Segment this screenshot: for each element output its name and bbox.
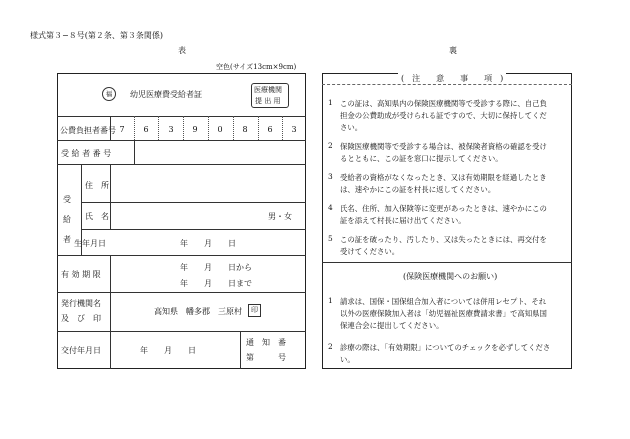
payer-digit: 6: [143, 125, 149, 134]
col-divider: [110, 164, 111, 229]
note-line: 担金の公費助成が受けられる証ですので、大切に保持してくだ: [340, 111, 547, 120]
validity-label: 有 効 期 限: [61, 270, 101, 279]
row-divider: [57, 164, 306, 165]
recipient-number-label: 受 給 者 番 号: [61, 149, 112, 158]
request-number: 1: [328, 296, 333, 305]
row-divider: [57, 255, 306, 256]
col-divider: [110, 116, 111, 140]
certificate-title: 幼児医療費受給者証: [130, 90, 202, 99]
request-line: 以外の医療保険加入者は「幼児福祉医療費請求書」で高知県国: [340, 309, 547, 318]
note-line: 証を添えて村長に届け出てください。: [340, 216, 466, 225]
address-label: 住 所: [85, 181, 109, 190]
front-side-label: 表: [178, 46, 186, 55]
payer-number-label: 公費負担者番号: [60, 126, 116, 135]
validity-from: 年 月 日から: [180, 263, 252, 272]
name-label: 氏 名: [85, 212, 109, 221]
note-number: 1: [328, 98, 333, 107]
digit-divider: [134, 116, 135, 140]
payer-digit: 7: [119, 125, 125, 134]
payer-digit: 6: [267, 125, 273, 134]
request-line: 保連合会に提出してください。: [340, 321, 444, 330]
section-divider: [322, 262, 572, 263]
issue-date-value: 年 月 日: [140, 346, 196, 355]
row-divider: [57, 292, 306, 293]
note-text: [340, 98, 582, 134]
col-divider: [240, 331, 241, 369]
note-text: [340, 172, 582, 196]
birth-date-value: 年 月 日: [180, 239, 236, 248]
digit-divider: [208, 116, 209, 140]
back-side-label: 裏: [449, 46, 457, 55]
size-note: 空色(サイズ13cm×9cm): [216, 63, 297, 71]
issuer-name: 高知県 幡多郡 三原村: [154, 307, 242, 316]
badge-line-2: 提 出 用: [255, 97, 281, 105]
note-text: [340, 141, 582, 165]
row-divider: [57, 140, 306, 141]
request-text: [340, 296, 582, 332]
row-divider: [81, 202, 306, 203]
digit-divider: [183, 116, 184, 140]
note-line: この証を破ったり、汚したり、又は失ったときには、再交付を: [340, 235, 547, 244]
badge-line-1: 医療機関: [254, 86, 282, 94]
payer-digit: 9: [192, 125, 198, 134]
note-text: [340, 234, 582, 258]
note-line: 保険医療機関等で受診する場合は、被保険者資格の確認を受け: [340, 142, 547, 151]
request-text: [340, 342, 582, 366]
note-line: さい。: [340, 123, 363, 132]
recipient-side-label: 受給者: [63, 195, 71, 244]
payer-digit: 0: [217, 125, 223, 134]
request-line: 診療の際は、「有効期限」についてのチェックを必ずしてくださ: [340, 343, 551, 352]
note-line: は、速やかにこの証を村長に返してください。: [340, 185, 496, 194]
digit-divider: [158, 116, 159, 140]
form-number: 様式第３−８号(第２条、第３条関係): [30, 31, 163, 40]
col-divider: [134, 140, 135, 164]
row-divider: [57, 331, 306, 332]
issuer-seal-icon: 印: [248, 304, 261, 317]
note-number: 4: [328, 203, 333, 212]
digit-divider: [258, 116, 259, 140]
gender-field: 男・女: [268, 212, 292, 221]
request-title: (保険医療機関へのお願い): [403, 272, 498, 281]
note-line: 氏名、住所、加入保険等に変更があったときは、速やかにこの: [340, 204, 547, 213]
notice-number-value: 第 号: [246, 353, 286, 362]
notes-title: ( 注 意 事 項 ): [398, 73, 506, 84]
note-line: 受けてください。: [340, 247, 400, 256]
note-number: 5: [328, 234, 333, 243]
request-line: い。: [340, 355, 355, 364]
issuer-label-2: 及 び 印: [61, 314, 101, 323]
digit-divider: [233, 116, 234, 140]
validity-to: 年 月 日まで: [180, 279, 252, 288]
notice-number-label: 通 知 番: [246, 338, 286, 347]
issuer-label-1: 発行機関名: [61, 299, 101, 308]
row-divider: [57, 116, 306, 117]
payer-digit: 3: [168, 125, 174, 134]
request-line: 請求は、国保・国保組合加入者については併用レセプト、それ: [340, 297, 547, 306]
note-number: 2: [328, 141, 333, 150]
payer-digit: 3: [291, 125, 297, 134]
digit-divider: [282, 116, 283, 140]
note-text: [340, 203, 582, 227]
payer-digit: 8: [242, 125, 248, 134]
col-divider: [110, 255, 111, 369]
welfare-seal-icon: 福: [102, 87, 116, 101]
issue-date-label: 交付年月日: [61, 346, 101, 355]
birth-date-label: 生年月日: [74, 239, 106, 248]
note-line: 受給者の資格がなくなったとき、又は有効期限を経過したとき: [340, 173, 547, 182]
row-divider: [81, 229, 306, 230]
note-number: 3: [328, 172, 333, 181]
note-line: るとともに、この証を窓口に提示してください。: [340, 154, 503, 163]
request-number: 2: [328, 342, 333, 351]
inner-top-border: [322, 84, 572, 85]
note-line: この証は、高知県内の保険医療機関等で受診する際に、自己負: [340, 99, 547, 108]
